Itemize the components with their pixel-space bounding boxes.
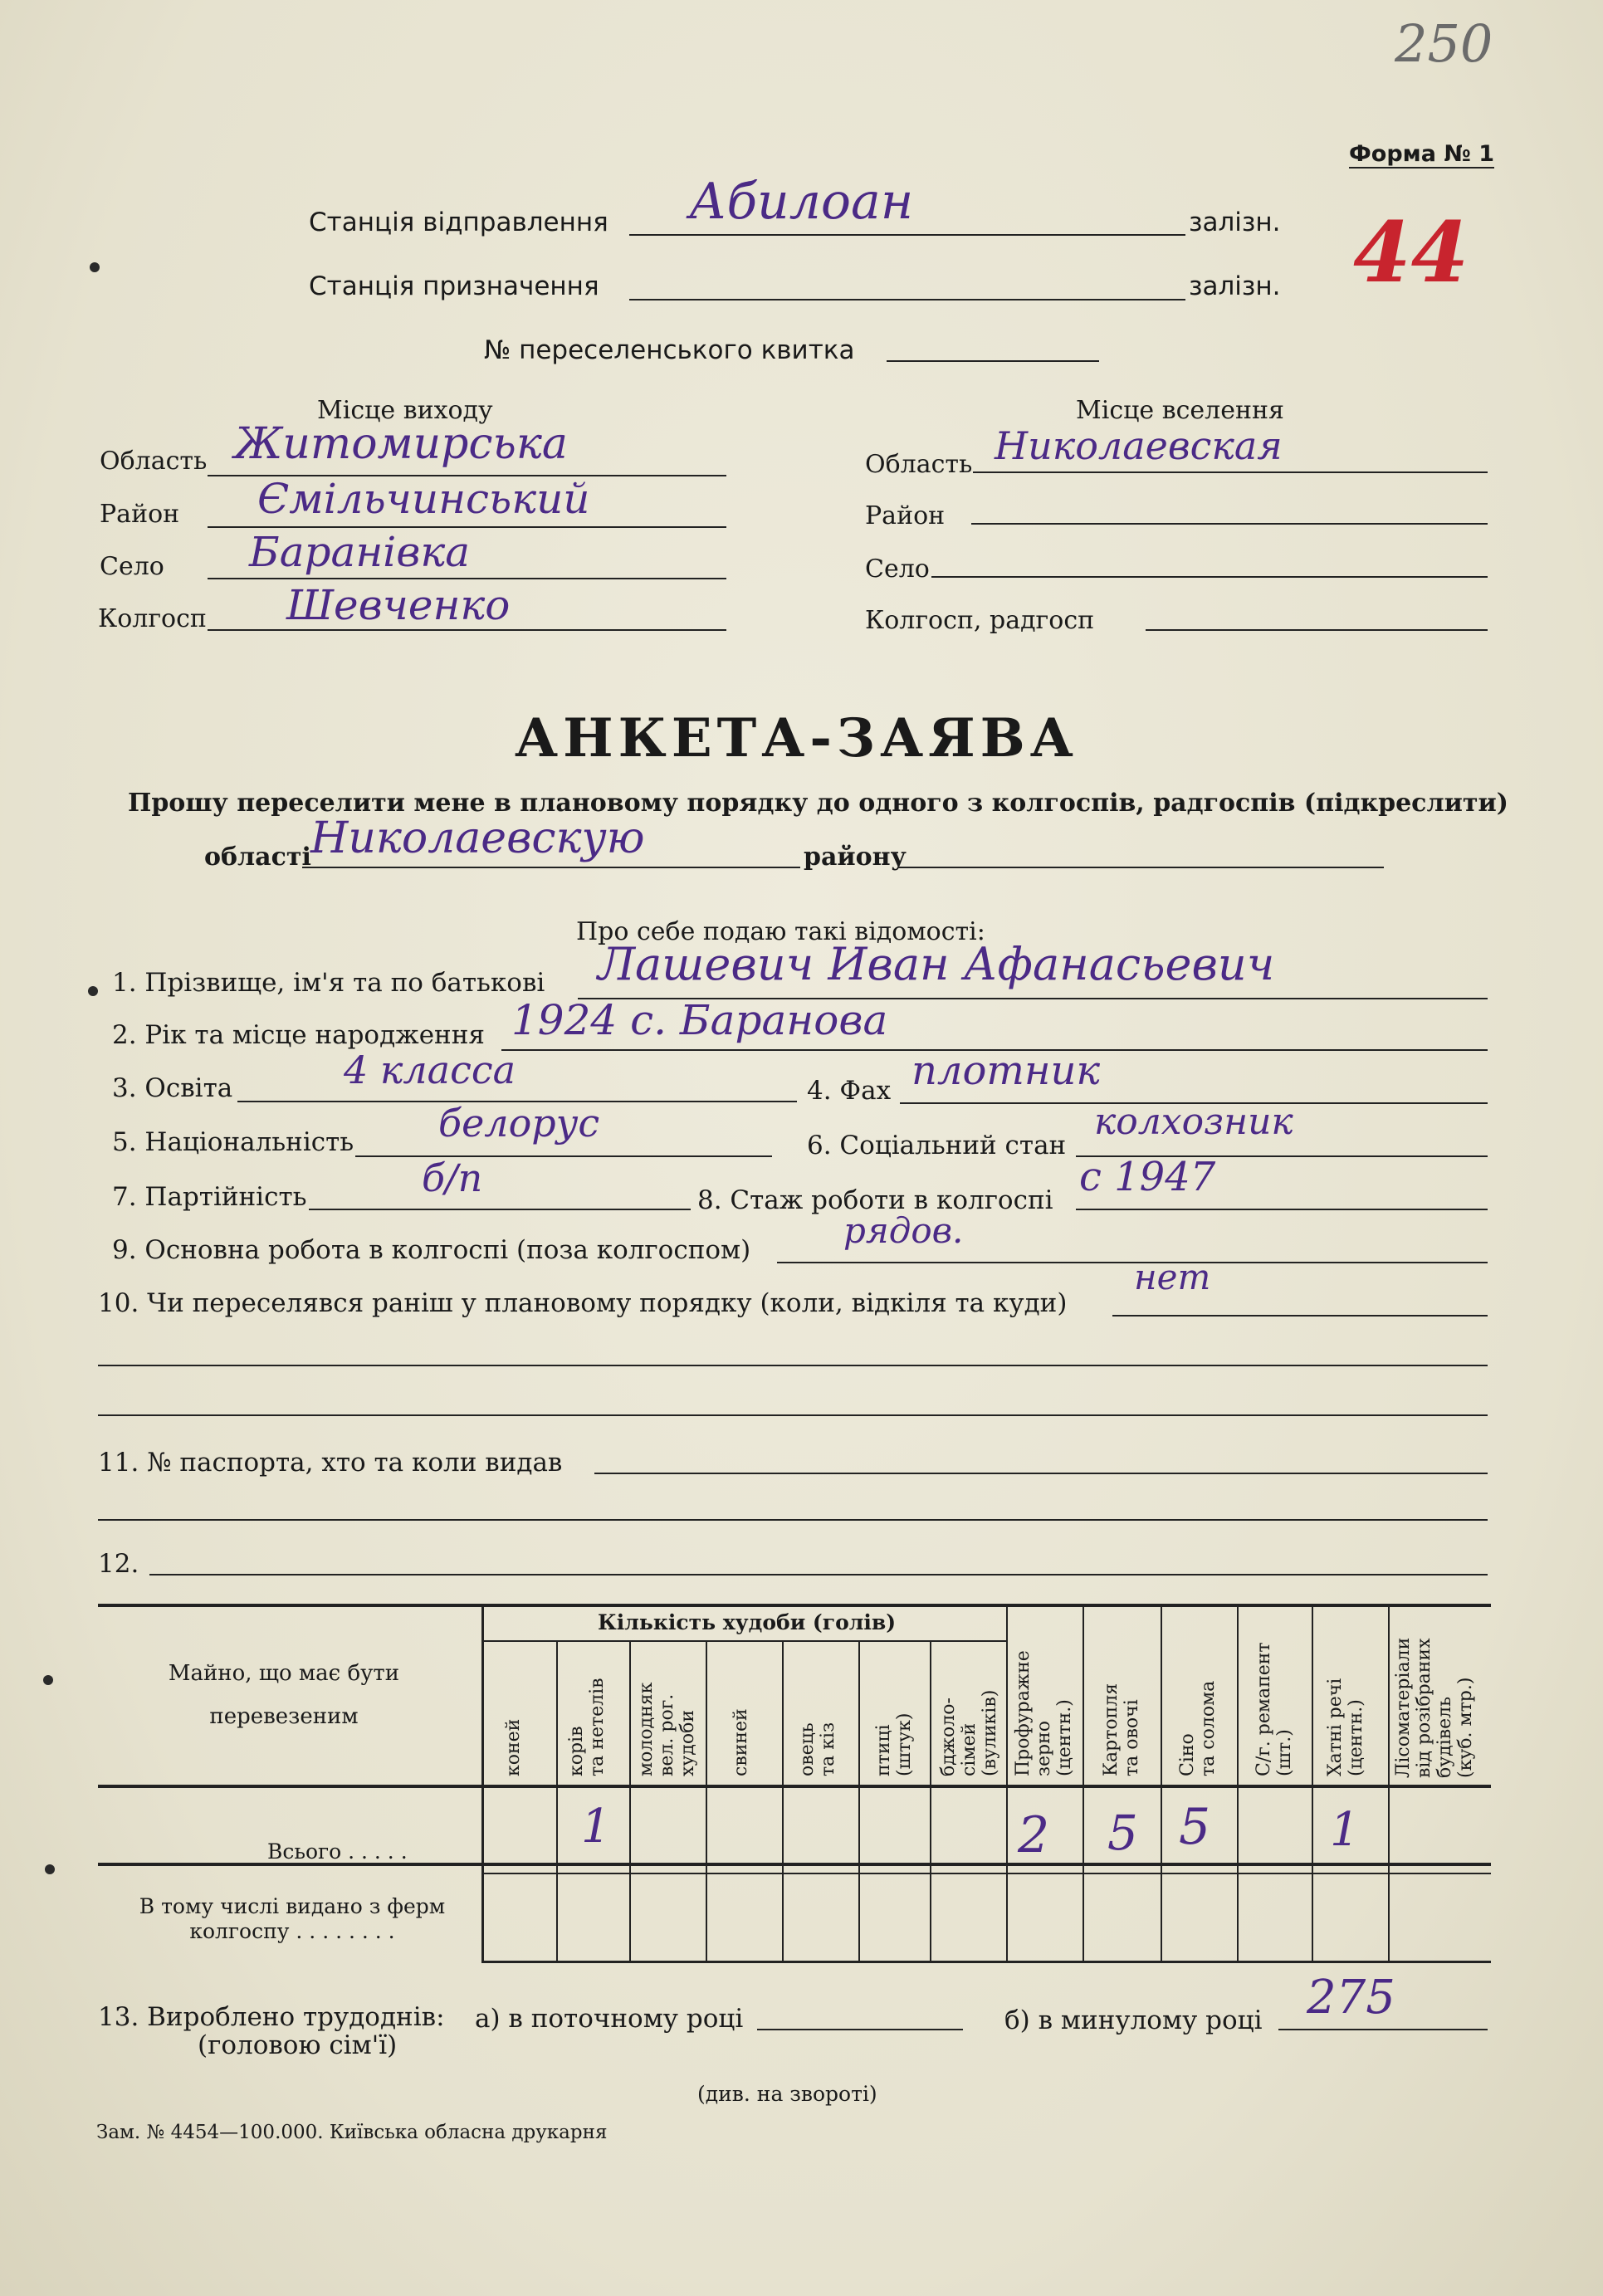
table-total-line-2 [481,1873,1491,1874]
request-raion-label: району [804,843,907,872]
f1-label: 1. Прізвище, ім'я та по батькові [112,968,545,998]
f10-line-2 [98,1365,1488,1366]
col-header-household: Хатні речі (центн.) [1325,1678,1366,1776]
origin-oblast-value: Житомирська [234,419,568,469]
col-header-potatoes: Картопля та овочі [1101,1683,1142,1776]
col-divider [858,1640,860,1961]
f11-line-2 [98,1519,1488,1521]
f11-label: 11. № паспорта, хто та коли видав [98,1448,563,1478]
col-divider [1388,1604,1390,1961]
destination-label: Станція призначення [309,271,599,301]
f9-line [777,1262,1488,1263]
dest-oblast-value: Николаевская [995,423,1283,468]
col-header-pigs: свиней [731,1708,751,1776]
workdays-prev-line [1278,2029,1488,2030]
dest-oblast-label: Область [865,450,973,479]
f5-label: 5. Національність [112,1127,354,1157]
total-cell: 5 [1107,1805,1138,1861]
col-divider [629,1640,631,1961]
f9-label: 9. Основна робота в колгоспі (поза колгоспом) [112,1235,751,1265]
col-divider [706,1640,707,1961]
f12-line [149,1574,1488,1575]
f2-label: 2. Рік та місце народження [112,1020,485,1050]
col-divider [1312,1604,1313,1961]
f7-label: 7. Партійність [112,1182,307,1212]
f4-label: 4. Фах [807,1076,892,1106]
f11-line [594,1473,1488,1474]
form-title: АНКЕТА-ЗАЯВА [515,707,1078,769]
total-label: Всього . . . . . [267,1839,408,1864]
table-bottom-border [481,1961,1491,1963]
col-divider [1161,1604,1162,1961]
dest-selo-label: Село [865,554,930,584]
footer-print: Зам. № 4454—100.000. Київська обласна друкарня [96,2122,608,2143]
destination-line [629,299,1185,300]
table-divider [481,1604,484,1961]
col-divider [1237,1604,1239,1961]
workdays-prev-label: б) в минулому році [1004,2005,1263,2035]
dest-raion-label: Район [865,501,946,530]
f9-value: рядов. [843,1210,964,1251]
punch-hole [43,1675,53,1685]
dest-kolhosp-line [1146,629,1488,631]
livestock-header-line [483,1640,1006,1642]
f4-value: плотник [911,1048,1101,1094]
origin-kolhosp-line [208,629,726,631]
col-header-timber: Лісоматеріали від розібраних будівель (куб. мтр.) [1393,1637,1476,1778]
workdays-sublabel: (головою сім'ї) [198,2030,398,2060]
f10-label: 10. Чи переселявся раніш у плановому порядку (коли, відкіля та куди) [98,1288,1068,1318]
total-cell: 5 [1179,1798,1211,1856]
col-header-poultry: птиці (штук) [873,1712,915,1776]
farm-label: В тому числі видано з ферм колгоспу . . . . . . . . [139,1894,446,1943]
f7-value: б/п [422,1155,483,1200]
red-mark: 44 [1353,203,1469,301]
total-cell: 1 [581,1800,611,1854]
origin-title: Місце виходу [317,396,493,425]
departure-value: Абилоан [689,173,914,231]
ticket-label: № переселенського квитка [484,335,855,365]
table-top-border [98,1604,1491,1607]
col-header-bees: бджоло- сімей (вуликів) [938,1689,1000,1776]
workdays-prev-value: 275 [1307,1971,1395,2025]
request-oblast-line [302,867,800,868]
f5-line [355,1155,772,1157]
request-oblast-value: Николаевскую [310,813,645,863]
request-raion-line [898,867,1384,868]
punch-hole [45,1864,55,1874]
property-label: Майно, що має бути перевезеним [168,1661,400,1729]
f2-value: 1924 с. Баранова [511,996,888,1044]
f10-line [1112,1315,1488,1317]
origin-selo-line [208,578,726,579]
departure-line [629,234,1185,236]
f7-line [309,1209,691,1210]
f12-label: 12. [98,1549,139,1579]
col-header-cows: корів та нетелів [566,1678,608,1776]
f6-value: колхозник [1094,1101,1293,1143]
dest-title: Місце вселення [1076,396,1284,425]
about-heading: Про себе подаю такі відомості: [576,917,985,946]
workdays-current-label: а) в поточному році [475,2004,744,2034]
col-divider [1006,1604,1008,1961]
f6-label: 6. Соціальний стан [807,1131,1067,1160]
col-divider [930,1640,931,1961]
request-line: Прошу переселити мене в плановому порядку до одного з колгоспів, радгоспів (підкреслити) [128,789,1508,818]
origin-selo-value: Баранівка [249,528,471,576]
col-header-grain: Профуражне зерно (центн.) [1013,1650,1075,1776]
col-divider [1083,1604,1084,1961]
f10-value: нет [1134,1257,1211,1297]
table-header-bottom [98,1785,1491,1788]
punch-hole [90,262,100,272]
workdays-label: 13. Вироблено трудоднів: [98,2002,445,2032]
origin-selo-label: Село [100,552,164,581]
f3-value: 4 класса [344,1048,516,1092]
col-divider [556,1640,558,1961]
f1-value: Лашевич Иван Афанасьевич [598,938,1275,990]
punch-hole [88,986,98,996]
col-header-horses: коней [503,1718,524,1776]
departure-rail: залізн. [1189,208,1281,237]
archive-number: 250 [1395,13,1493,74]
f8-line [1076,1209,1488,1210]
origin-raion-value: Ємільчинський [257,475,590,523]
f10-line-3 [98,1414,1488,1416]
dest-selo-line [931,576,1488,578]
ticket-line [887,360,1099,362]
col-header-equipment: С/г. ремапент (шт.) [1254,1642,1295,1776]
origin-kolhosp-value: Шевченко [286,581,511,629]
col-divider [782,1640,784,1961]
see-back: (див. на звороті) [697,2082,877,2106]
total-cell: 1 [1330,1803,1360,1857]
request-oblast-label: області [204,843,311,872]
col-header-hay: Сіно та солома [1177,1680,1219,1776]
f8-label: 8. Стаж роботи в колгоспі [697,1185,1053,1215]
total-cell: 2 [1018,1806,1050,1864]
f5-value: белорус [438,1101,600,1146]
dest-oblast-line [973,471,1488,473]
departure-label: Станція відправлення [309,208,608,237]
origin-raion-label: Район [100,500,180,529]
col-header-sheep: овець та кіз [797,1722,838,1776]
origin-oblast-label: Область [100,447,208,476]
f8-value: с 1947 [1079,1154,1216,1200]
col-header-young-cattle: молодняк вел. рог. худоби [636,1682,698,1776]
form-number: Форма № 1 [1349,141,1495,167]
livestock-header: Кількість худоби (голів) [598,1610,897,1634]
destination-rail: залізн. [1189,271,1281,301]
dest-kolhosp-label: Колгосп, радгосп [865,606,1095,635]
f3-label: 3. Освіта [112,1073,233,1103]
workdays-current-line [757,2029,963,2030]
dest-raion-line [971,523,1488,525]
origin-kolhosp-label: Колгосп [98,604,207,633]
